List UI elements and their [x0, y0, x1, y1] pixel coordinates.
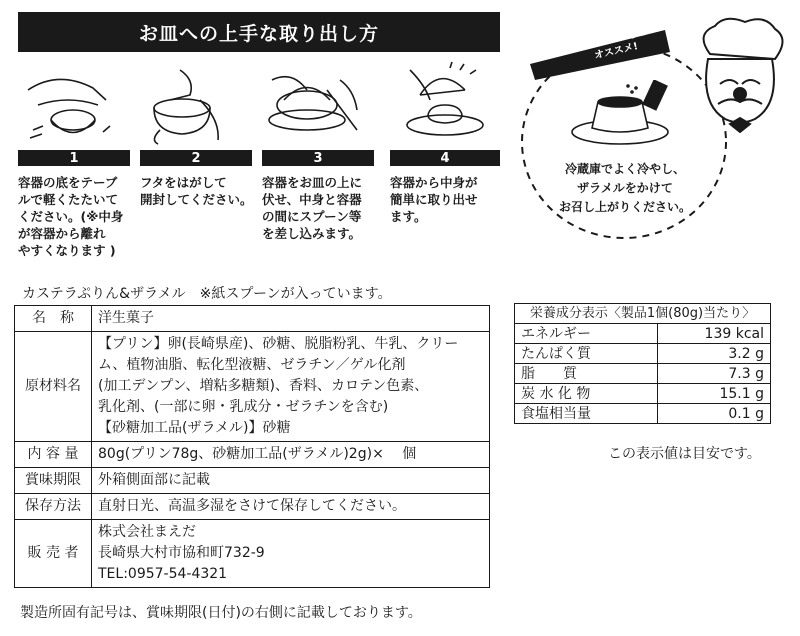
table-row	[15, 442, 490, 468]
info-label: 内 容 量	[15, 442, 92, 468]
info-label: 賞味期限	[15, 468, 92, 494]
info-label: 原材料名	[15, 332, 92, 442]
step-3-illustration	[262, 60, 362, 145]
step-2-text: フタをはがして 開封してください。	[140, 175, 253, 207]
mascot-chef-illustration	[690, 14, 790, 144]
mascot-banner-text: ムッシュからの オススメ!	[578, 26, 649, 62]
nutrition-note: この表示値は目安です。	[608, 446, 761, 462]
table-row	[15, 306, 490, 332]
footer-note: 製造所固有記号は、賞味期限(日付)の右側に記載しております。	[20, 605, 422, 621]
mascot-recommendation-text: 冷蔵庫でよく冷やし、 ザラメルをかけて お召し上がりください。	[558, 162, 691, 214]
step-4-number: 4	[390, 150, 500, 166]
nutrition-value: 3.2 g	[658, 344, 771, 364]
step-1-text: 容器の底をテーブ ルで軽くたたいて ください。(※中身 が容器から離れ やすくなります )	[18, 175, 124, 258]
info-label: 販 売 者	[15, 520, 92, 588]
step-1-illustration	[18, 60, 118, 145]
nutrition-value: 15.1 g	[658, 384, 771, 404]
step-2-illustration	[140, 60, 240, 145]
table-row	[515, 404, 771, 424]
info-value: 洋生菓子	[92, 306, 490, 332]
pudding-illustration	[570, 80, 680, 150]
step-2-number: 2	[140, 150, 252, 166]
nutrition-header: 栄養成分表示〈製品1個(80g)当たり〉	[515, 304, 771, 324]
info-value: 直射日光、高温多湿をさけて保存してください。	[92, 494, 490, 520]
info-value: 【プリン】卵(長崎県産)、砂糖、脱脂粉乳、牛乳、クリー ム、植物油脂、転化型液糖、ゼラチン／ゲル化剤 (加工デンプン、増粘多糖類)、香料、カロテン色素、 乳化剤、(一部に卵・乳成分・ゼラチンを含む) 【砂糖加工品(ザラメル)】砂糖	[92, 332, 490, 442]
nutrition-value: 139 kcal	[658, 324, 771, 344]
table-row	[515, 384, 771, 404]
step-4-illustration	[390, 60, 490, 145]
table-row	[15, 468, 490, 494]
table-row	[515, 304, 771, 324]
nutrition-label: 食塩相当量	[515, 404, 658, 424]
step-3-number: 3	[262, 150, 374, 166]
info-label: 名 称	[15, 306, 92, 332]
step-1-number: 1	[18, 150, 130, 166]
info-value: 外箱側面部に記載	[92, 468, 490, 494]
table-row	[515, 324, 771, 344]
nutrition-value: 7.3 g	[658, 364, 771, 384]
table-row	[15, 520, 490, 588]
product-info-table	[14, 305, 490, 588]
step-3-text: 容器をお皿の上に 伏せ、中身と容器 の間にスプーン等 を差し込みます。	[262, 175, 363, 241]
nutrition-label: 炭 水 化 物	[515, 384, 658, 404]
step-4-text: 容器から中身が 簡単に取り出せ ます。	[390, 175, 478, 224]
table-row	[15, 332, 490, 442]
nutrition-label: 脂 質	[515, 364, 658, 384]
instructions-title: お皿への上手な取り出し方	[18, 12, 500, 52]
table-row	[515, 344, 771, 364]
info-label: 保存方法	[15, 494, 92, 520]
nutrition-value: 0.1 g	[658, 404, 771, 424]
nutrition-table	[514, 303, 771, 424]
info-value: 80g(プリン78g、砂糖加工品(ザラメル)2g)× 個	[92, 442, 490, 468]
nutrition-label: エネルギー	[515, 324, 658, 344]
table-row	[15, 494, 490, 520]
info-value: 株式会社まえだ 長崎県大村市協和町732-9 TEL:0957-54-4321	[92, 520, 490, 588]
product-line: カステラぷりん&ザラメル ※紙スプーンが入っています。	[22, 286, 392, 302]
nutrition-label: たんぱく質	[515, 344, 658, 364]
table-row	[515, 364, 771, 384]
